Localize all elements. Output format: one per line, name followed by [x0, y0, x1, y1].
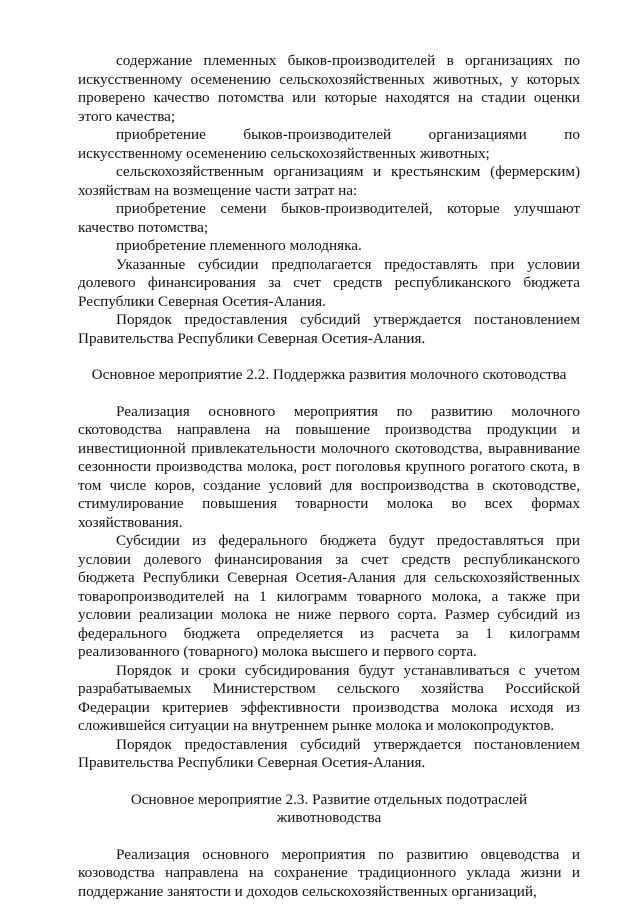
paragraph: Порядок предоставления субсидий утверждается постановлением Правительства Республики Северная Осетия-Алания. [78, 735, 580, 771]
section-heading: Основное мероприятие 2.3. Развитие отдельных подотраслей животноводства [130, 790, 528, 826]
paragraph: сельскохозяйственным организациям и крестьянским (фермерским) хозяйствам на возмещение части затрат на: [78, 163, 580, 199]
paragraph: Указанные субсидии предполагается предоставлять при условии долевого финансирования за счет средств республиканского бюджета Республики Северная Осетия-Алания. [78, 255, 580, 310]
section-heading: Основное мероприятие 2.2. Поддержка развития молочного скотоводства [91, 366, 567, 383]
paragraph: приобретение семени быков-производителей, которые улучшают качество потомства; [78, 200, 580, 236]
paragraph: Порядок предоставления субсидий утверждается постановлением Правительства Республики Северная Осетия-Алания. [78, 311, 580, 347]
paragraph: приобретение племенного молодняка. [116, 237, 362, 254]
paragraph: содержание племенных быков-производителей в организациях по искусственному осеменению сельскохозяйственных животных, у которых проверено качество потомства или которые находятся на стадии оценки этого качества; [78, 52, 580, 125]
paragraph: приобретение быков-производителей организациями по искусственному осеменению сельскохозяйственных животных; [78, 126, 580, 162]
paragraph: Субсидии из федерального бюджета будут предоставляться при условии долевого финансирования за счет средств республиканского бюджета Республики Северная Осетия-Алания для сельскохозяйственных товаропроизводителей на 1 килограмм товарного молока, а также при условии реализации молока не ниже первого сорта. Размер субсидий из федерального бюджета определяется из расчета за 1 килограмм реализованного (товарного) молока высшего и первого сорта. [78, 532, 580, 660]
paragraph: Реализация основного мероприятия по развитию овцеводства и козоводства направлена на сохранение традиционного уклада жизни и поддержание занятости и доходов сельскохозяйственных организаций, [78, 845, 580, 900]
document-page [78, 52, 580, 901]
paragraph: Реализация основного мероприятия по развитию молочного скотоводства направлена на повышение производства продукции и инвестиционной привлекательности молочного скотоводства, выравнивание сезонности производства молока, рост поголовья крупного рогатого скота, в том числе коров, создание условий для воспроизводства в скотоводстве, стимулирование повышения товарности молока во всех формах хозяйствования. [78, 402, 580, 531]
paragraph: Порядок и сроки субсидирования будут устанавливаться с учетом разрабатываемых Министерством сельского хозяйства Российской Федерации критериев эффективности производства молока исходя из сложившейся ситуации на внутреннем рынке молока и молокопродуктов. [78, 661, 580, 734]
